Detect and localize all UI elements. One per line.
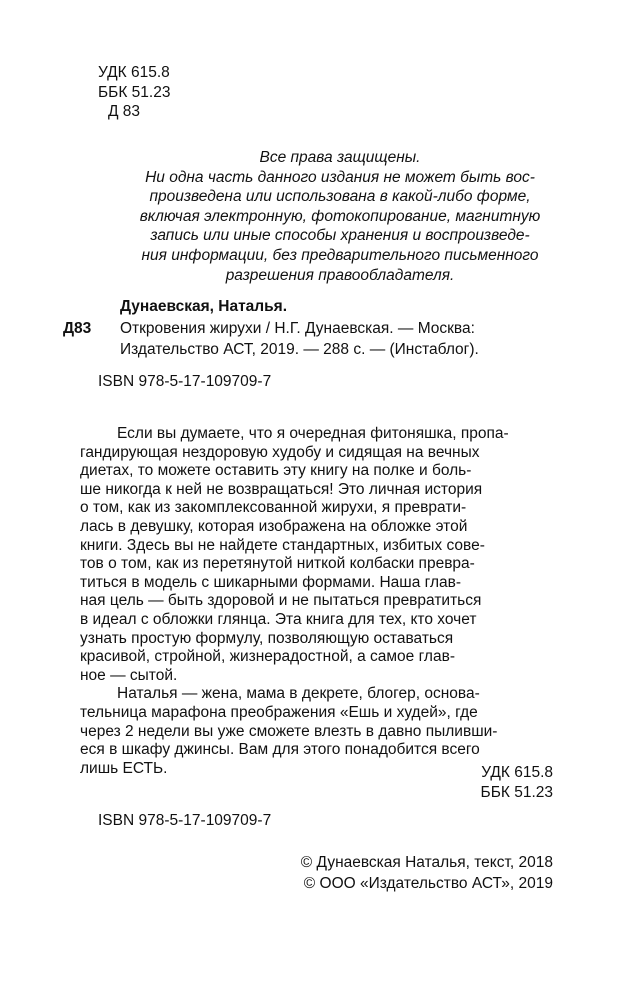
copyright-text: © Дунаевская Наталья, текст, 2018 bbox=[300, 854, 553, 871]
isbn-top: ISBN 978-5-17-109709-7 bbox=[98, 373, 272, 390]
rights-line: запись или иные способы хранения и воспроизведе- bbox=[150, 227, 530, 245]
annotation-line: лась в девушку, которая изображена на обложке этой bbox=[80, 517, 468, 535]
annotation-line: книги. Здесь вы не найдете стандартных, избитых сове- bbox=[80, 536, 485, 554]
classification-codes bbox=[98, 63, 170, 122]
catalog-code: Д83 bbox=[63, 320, 92, 337]
copyright-publisher: © ООО «Издательство АСТ», 2019 bbox=[303, 875, 553, 892]
annotation-line: тельница марафона преображения «Ешь и худей», где bbox=[80, 703, 478, 721]
rights-line: Все права защищены. bbox=[259, 149, 421, 166]
annotation-line: ная цель — быть здоровой и не пытаться превратиться bbox=[80, 592, 482, 610]
annotation-line: титься в модель с шикарными формами. Наша глав- bbox=[80, 573, 462, 591]
rights-line: произведена или использована в какой-либо форме, bbox=[149, 188, 531, 206]
annotation-line: узнать простую формулу, позволяющую оставаться bbox=[80, 629, 454, 647]
bibliography-line: Откровения жирухи / Н.Г. Дунаевская. — Москва: bbox=[120, 320, 475, 337]
rights-notice bbox=[60, 148, 619, 285]
annotation bbox=[80, 425, 509, 778]
isbn-bottom: ISBN 978-5-17-109709-7 bbox=[98, 812, 272, 829]
bibliography-author: Дунаевская, Наталья. bbox=[120, 298, 288, 315]
bbk-code: ББК 51.23 bbox=[98, 83, 171, 101]
annotation-line: красивой, стройной, жизнерадостной, а самое глав- bbox=[80, 648, 455, 666]
bbk-code-bottom: ББК 51.23 bbox=[480, 783, 553, 801]
classification-codes-bottom bbox=[481, 763, 553, 802]
annotation-line: ное — сытой. bbox=[80, 666, 178, 684]
bibliography-line: Издательство АСТ, 2019. — 288 с. — (Инстаблог). bbox=[120, 341, 479, 358]
annotation-line: о том, как из закомплексованной жирухи, я преврати- bbox=[80, 499, 467, 517]
annotation-line: лишь ЕСТЬ. bbox=[80, 759, 168, 777]
rights-line: включая электронную, фотокопирование, магнитную bbox=[139, 207, 541, 225]
annotation-line: диетах, то можете оставить эту книгу на полке и боль- bbox=[80, 462, 472, 480]
annotation-line: Если вы думаете, что я очередная фитоняшка, пропа- bbox=[117, 425, 509, 442]
udk-code: УДК 615.8 bbox=[98, 64, 170, 81]
author-mark-code: Д 83 bbox=[108, 103, 141, 120]
copyright-block bbox=[301, 852, 553, 894]
udk-code-bottom: УДК 615.8 bbox=[481, 764, 553, 781]
annotation-line: Наталья — жена, мама в декрете, блогер, основа- bbox=[117, 685, 480, 703]
annotation-line: гандирующая нездоровую худобу и сидящая на вечных bbox=[80, 443, 480, 461]
rights-line: ния информации, без предварительного письменного bbox=[141, 246, 539, 264]
annotation-line: через 2 недели вы уже сможете влезть в давно пыливши- bbox=[80, 722, 498, 740]
annotation-line: ше никогда к ней не возвращаться! Это личная история bbox=[80, 480, 483, 498]
annotation-line: тов о том, как из перетянутой ниткой колбаски превра- bbox=[80, 555, 475, 573]
annotation-line: в идеал с обложки глянца. Эта книга для тех, кто хочет bbox=[80, 610, 477, 628]
rights-line: разрешения правообладателя. bbox=[225, 266, 455, 284]
bibliography-record bbox=[120, 318, 479, 360]
annotation-line: еся в шкафу джинсы. Вам для этого понадобится всего bbox=[80, 741, 480, 759]
rights-line: Ни одна часть данного издания не может быть вос- bbox=[145, 168, 535, 186]
